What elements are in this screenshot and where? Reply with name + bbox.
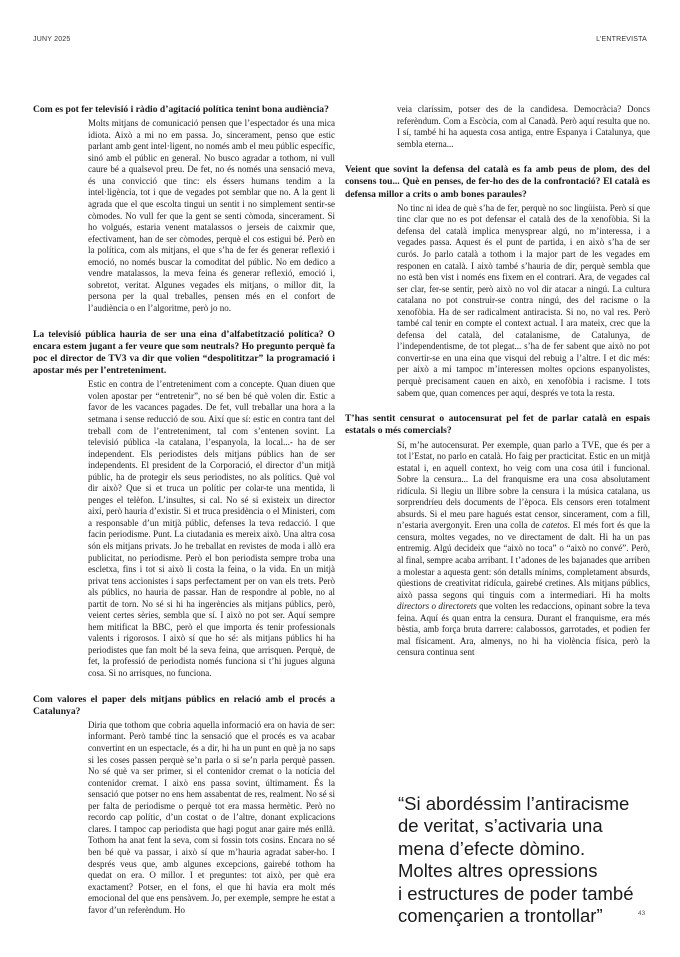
pull-quote-line: mena d’efecte dòmino. xyxy=(398,837,586,859)
answer-italic: catetos xyxy=(542,520,568,531)
answer: Molts mitjans de comunicació pensen que l’espectador és una mica idiota. Això a mi no em passa. Jo, sincerament, penso que estic parlant amb gent intel·ligent, no només amb el meu públic específic, sinó amb el públic en general. No busco agradar a tothom, ni vull caure bé a qualsevol preu. De fet, no és només una sensació meva, és una convicció que tinc: els éssers humans tendim a la intel·ligència, tot i que de vegades pot semblar que no. A la gent li agrada que el que escolta tingui un sentit i no simplement sentir-se còmodes. No vull fer que la gent se senti còmoda, sincerament. Si ho volgués, estaria venent matalassos o jerseis de caixmir que, efectivament, han de ser còmodes, perquè el cos estigui bé. Però en la política, com als mitjans, el que s’ha de fer és generar reflexió i emoció, no només buscar la comoditat del públic. No em dedico a vendre matalassos, la meva feina és generar reflexió, emoció i, sobretot, veritat. Algunes vegades els mitjans, o millor dit, la persona per la qual treballes, pensen més en el confort de l’audiència o en l’algoritme, però jo no. xyxy=(88,118,335,313)
answer-continued: veia claríssim, potser des de la candidesa. Democràcia? Doncs referèndum. Com a Escòcia, com al Canadà. Però aquí resulta que no. I sí, també hi ha aquesta cosa antiga, entre Espanya i Catalunya, que sembla eterna... xyxy=(397,104,650,149)
answer-text: Sí, m’he autocensurat. Per exemple, quan parlo a TVE, que és per a tot l’Estat, no parlo en català. Ho faig per practicitat. Estic en un mitjà estatal i, en aquell context, ho veig com una cosa útil i funcional. Sobre la censura... La del franquisme era una cosa absolutament ridícula. Si llegiu un llibre sobre la censura i la música catalana, us sorprendríeu dels documents de l’època. Els censors eren totalment absurds. Si el meu pare hagués estat censor, sincerament, com a fill, n’estaria avergonyit. Eren una colla de xyxy=(397,439,650,531)
pull-quote-line: Moltes altres opressions xyxy=(398,860,598,882)
qa-block-4 xyxy=(345,164,650,399)
answer: No tinc ni idea de què s’ha de fer, perquè no soc lingüista. Però sí que tinc clar que no es pot defensar el català des de la xenofòbia. Si la defensa del català implica menysprear algú, no m’interessa, i a vegades passa. Aquest és el punt de partida, i en això s’ha de ser curós. Jo parlo català a tothom i la major part de les vegades em responen en català. I això també s’hauria de dir, perquè sembla que no està ben vist i només ens fixem en el contrari. Ara, de vegades cal ser clar, fer-se sentir, però això no vol dir atacar a ningú. La cultura catalana no pot construir-se contra ningú, des del racisme o la xenofòbia. Ha de ser radicalment antiracista. Si no, no val res. Però també cal tenir en compte el context actual. I ara mateix, crec que la defensa del català, del catalanisme, de Catalunya, de l’independentisme, de tot plegat... s’ha de fer sabent que això no pot convertir-se en una eina que visqui del rebuig a l’altre. I et dic més: per això a mi tampoc m’interessen moltes opcions espanyolistes, perquè precisament cauen en això, en xenofòbia i racisme. I tots sabem que, quan comences per aquí, després ve tota la resta. xyxy=(397,202,650,398)
answer xyxy=(397,440,650,659)
pull-quote-line: començarien a trontollar” xyxy=(398,905,603,927)
answer-text: . El més fort és que la censura, moltes vegades, no ve directament de dalt. Hi ha un pas entremig. Algú decideix que “això no toca” o “això no convé”. Però, al final, sempre acaba arribant. I t’adones de les bajanades que arriben a molestar a aquesta gent: són detalls mínims, completament absurds, qüestions de creativitat ridícula, gairebé cretines. Als mitjans públics, això passa segons qui tinguis com a intermediari. Hi ha molts xyxy=(397,520,651,600)
question: Com es pot fer televisió i ràdio d’agitació política tenint bona audiència? xyxy=(33,104,329,115)
qa-block-5 xyxy=(345,413,650,659)
answer: Estic en contra de l’entreteniment com a concepte. Quan diuen que volen apostar per “entretenir”, no sé ben bé què volen dir. Estic a favor de les vacances pagades. De fet, vull treballar una hora a la setmana i sense reducció de sou. Així que sí: estic en contra tant del treball com de l’entreteniment, tal com s’entenen sovint. La televisió pública -la catalana, l’espanyola, la local...- ha de ser independent. Els periodistes dels mitjans públics han de ser independents. El president de la Corporació, el director d’un mitjà públic, ha de protegir els seus periodistes, no als polítics. Què vol dir això? Que si et truca un polític per colar-te una mentida, li penges el telèfon. L’insultes, si cal. No sé si existeix un director així, però hauria d’existir. Si et truca presidència o el Ministeri, com a responsable d’un mitjà públic, defenses la teva redacció. I que facin periodisme. Punt. La ciutadania es mereix això. Una altra cosa són els mitjans privats. Jo he treballat en revistes de moda i allò era publicitat, no periodisme. Però el bon periodista sempre troba una escletxa, fins i tot si això li costa la feina, o la vida. En un mitjà privat tens accionistes i saps perfectament per on van els trets. Però als públics, no hauria de passar. Han de respondre al poble, no al partit de torn. No sé si hi ha ingerències als mitjans públics, però, veient certes sèries, sembla que sí. I això no pot ser. Aquí sempre hem mitificat la BBC, però el que importa és tenir professionals valents i rigorosos. I això sí que ho sé: als mitjans públics hi ha periodistes que fan molt bé la seva feina, que arrisquen. Perquè, de fet, la professió de periodista només funciona si t’hi jugues alguna cosa. Si no arrisques, no funciona. xyxy=(88,379,335,678)
answer-text: que volten les redaccions, opinant sobre la teva feina. Aquí és quan entra la censura. Durant el franquisme, era més bèstia, amb força bruta darrere: calabossos, garrotades, et podien fer mal físicament. Ara, almenys, no hi ha violència física, però la censura continua sent xyxy=(397,601,650,658)
issue-date: JUNY 2025 xyxy=(33,36,71,43)
page-number: 43 xyxy=(638,910,646,917)
pull-quote xyxy=(398,793,634,927)
question: Com valores el paper dels mitjans públics en relació amb el procés a Catalunya? xyxy=(33,693,335,717)
question: Veient que sovint la defensa del català es fa amb peus de plom, des del consens tou... Què en penses, de fer-ho des de la confrontació? El català es defensa millor a crits o amb bones paraules? xyxy=(345,164,650,200)
qa-block-3 xyxy=(33,694,335,917)
answer: Diria que tothom que cobria aquella informació era on havia de ser: informant. Però també tinc la sensació que el procés es va acabar convertint en un espectacle, és a dir, hi ha un punt en què ja no saps si les coses passen perquè se’n parla o si se’n parla perquè passen. No sé què va ser primer, si el contenidor cremat o la notícia del contenidor cremat. I això ens passa sovint, últimament. És la sensació que potser no ens hem assabentat de res, realment. No sé si per falta de periodisme o perquè tot era massa hermètic. Però no recordo cap polític, d’un costat o de l’altre, donant explicacions clares. I tampoc cap periodista que hagi pogut anar gaire més enllà. Tothom ha anat fent la seva, com si fossin tots cosins. Encara no sé ben bé què va passar, i això sí que m’hauria agradat saber-ho. I després veus que, amb algunes excepcions, gairebé tothom ha quedat on era. O millor. I et preguntes: tot això, per què era exactament? Potser, en el fons, el que hi havia era molt més emocional del que ens pensàvem. Jo, per exemple, sempre he estat a favor d’un referèndum. Ho xyxy=(88,719,335,915)
pull-quote-line: de veritat, s’activaria una xyxy=(398,815,603,837)
question: La televisió pública hauria de ser una eina d’alfabetització política? O encara estem jugant a fer veure que som neutrals? Ho pregunto perquè fa poc el director de TV3 va dir que volien “despolititzar” la programació i apostar més per l’entreteniment. xyxy=(33,328,335,377)
qa-block-1 xyxy=(33,104,335,315)
pull-quote-line: “Si abordéssim l’antiracisme xyxy=(398,793,630,814)
section-title: L’ENTREVISTA xyxy=(596,36,647,43)
left-column xyxy=(33,104,335,930)
question: T’has sentit censurat o autocensurat pel fet de parlar català en espais estatals o més comercials? xyxy=(345,413,650,437)
qa-block-2 xyxy=(33,329,335,680)
qa-block-3-continued xyxy=(345,104,650,150)
pull-quote-line: i estructures de poder també xyxy=(398,882,634,904)
right-column xyxy=(345,104,650,673)
answer-italic: directors o directorets xyxy=(397,601,477,612)
